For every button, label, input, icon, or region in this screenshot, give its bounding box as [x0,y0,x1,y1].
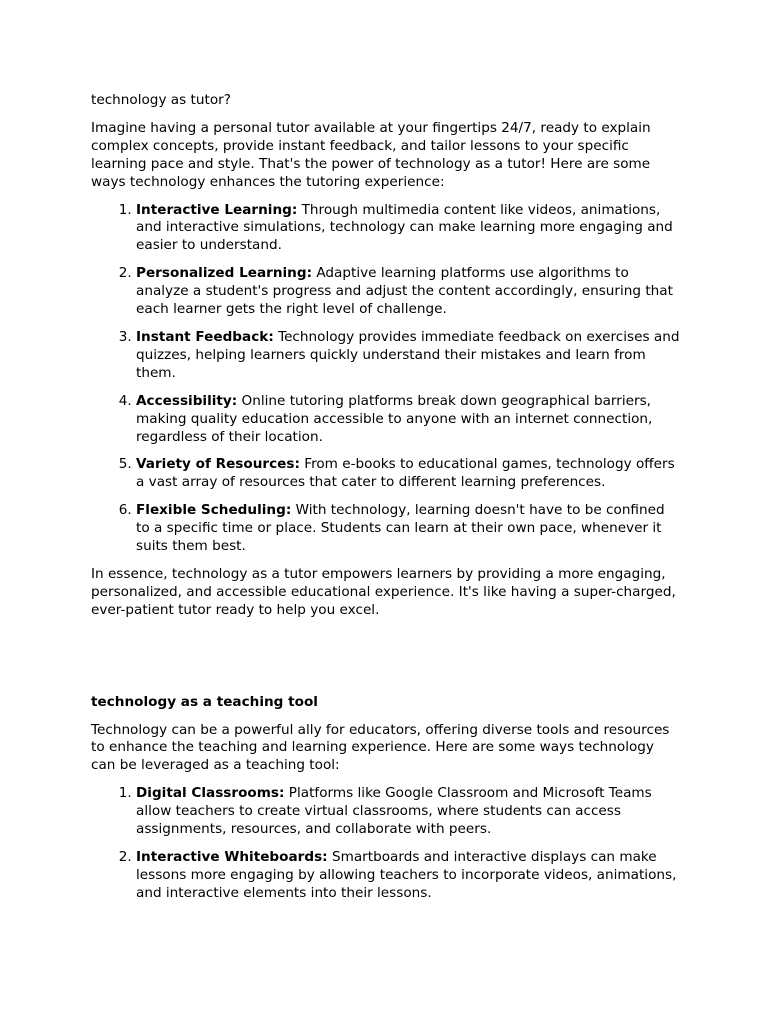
section-tutor [91,92,681,620]
list-item-text: Adaptive learning platforms use algorithms to analyze a student's progress and adjust the content accordingly, ensuring that each learner gets the right level of challenge. [136,265,673,318]
numbered-list [91,785,681,902]
list-item [136,265,681,319]
list-item [136,785,681,839]
section-heading: technology as tutor? [91,92,231,108]
section-teaching-tool [91,694,681,903]
list-item-text: Through multimedia content like videos, animations, and interactive simulations, technology can make learning more engaging and easier to understand. [136,201,673,254]
intro-paragraph: Imagine having a personal tutor available at your fingertips 24/7, ready to explain complex concepts, provide instant feedback, and tailor lessons to your specific learning pace and style. That's the power of technology as a tutor! Here are some ways technology enhances the tutoring experience: [91,119,651,190]
list-item-title: Digital Classrooms: [136,785,285,802]
section-heading: technology as a teaching tool [91,693,318,710]
list-item-text: From e-books to educational games, technology offers a vast array of resources that cater to different learning preferences. [136,456,675,491]
document-page [91,92,681,913]
list-item-title: Interactive Whiteboards: [136,849,328,865]
list-item [136,849,681,903]
section-spacer [91,630,681,694]
list-item-title: Variety of Resources: [136,456,300,473]
list-item-title: Flexible Scheduling: [136,502,292,519]
list-item-title: Personalized Learning: [136,265,313,282]
list-item [136,329,681,383]
list-item-title: Interactive Learning: [136,201,298,218]
conclusion-paragraph: In essence, technology as a tutor empowers learners by providing a more engaging, personalized, and accessible educational experience. It's like having a super-charged, ever-patient tutor ready to help you excel. [91,565,676,618]
list-item-title: Accessibility: [136,392,238,409]
numbered-list [91,202,681,556]
list-item-text: With technology, learning doesn't have to be confined to a specific time or place. Students can learn at their own pace, whenever it suits them best. [136,502,665,555]
list-item-text: Technology provides immediate feedback on exercises and quizzes, helping learners quickly understand their mistakes and learn from them. [136,328,680,381]
list-item [136,202,681,256]
list-item-text: Platforms like Google Classroom and Microsoft Teams allow teachers to create virtual classrooms, where students can access assignments, resources, and collaborate with peers. [136,785,652,838]
list-item-title: Instant Feedback: [136,328,274,345]
list-item [136,502,681,556]
intro-paragraph: Technology can be a powerful ally for educators, offering diverse tools and resources to enhance the teaching and learning experience. Here are some ways technology can be leveraged as a teaching tool: [91,721,670,774]
list-item-text: Online tutoring platforms break down geographical barriers, making quality education accessible to anyone with an internet connection, regardless of their location. [136,392,653,445]
list-item [136,456,681,492]
list-item [136,393,681,447]
list-item-text: Smartboards and interactive displays can make lessons more engaging by allowing teachers to incorporate videos, animations, and interactive elements into their lessons. [136,849,677,901]
